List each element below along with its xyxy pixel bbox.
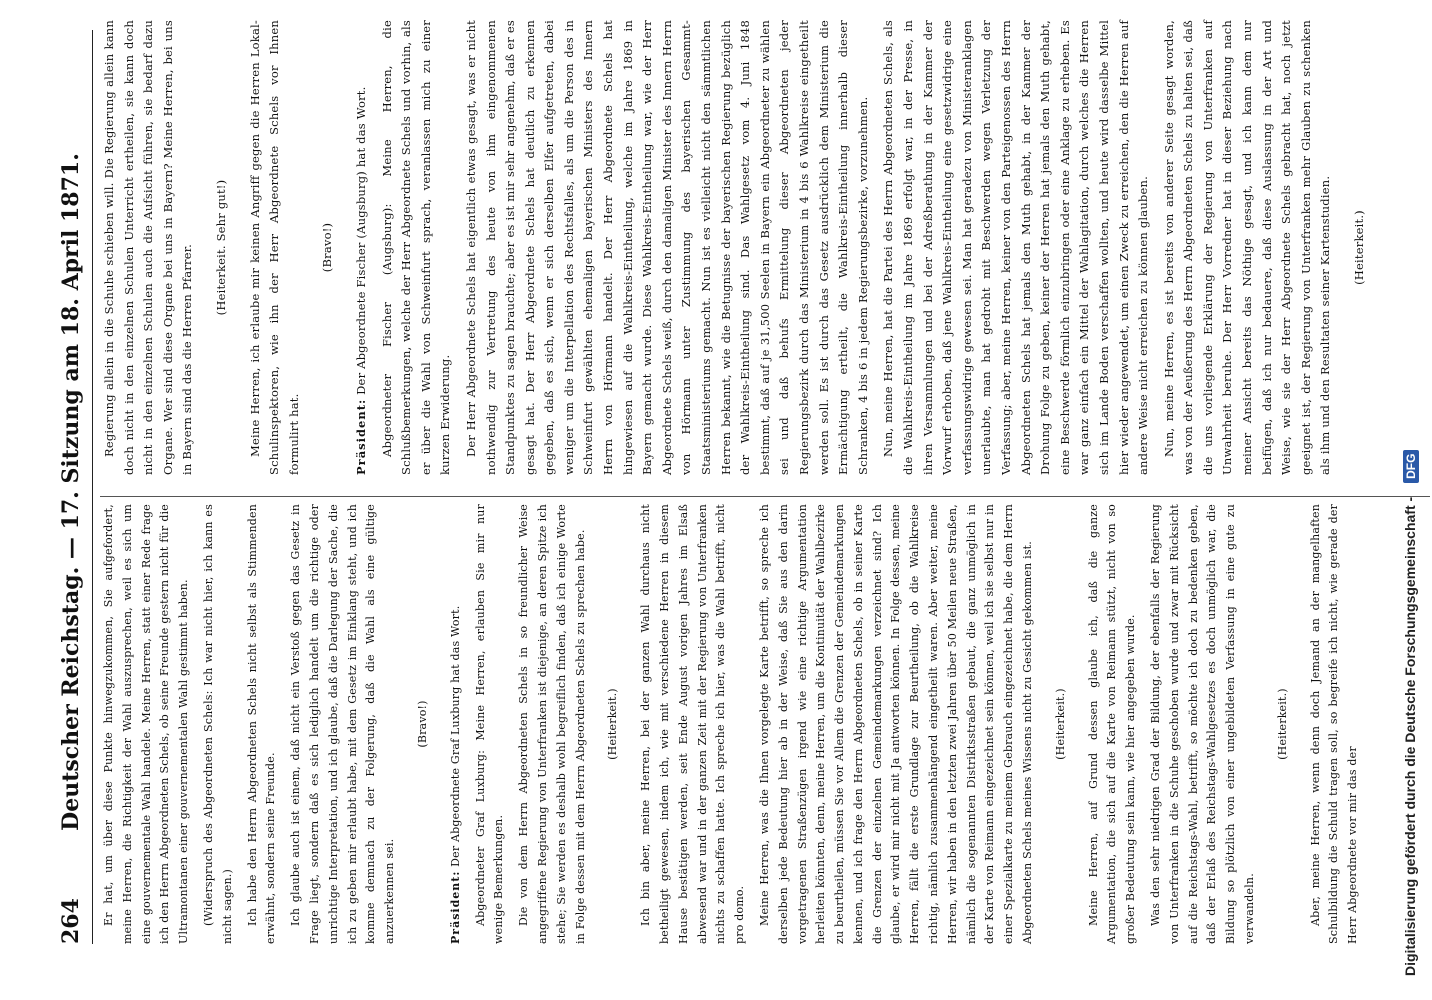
statement-text: Der Abgeordnete Fischer (Augsburg) hat das Wort.: [353, 86, 368, 395]
right-column: [100, 20, 1384, 475]
paragraph: Abgeordneter Fischer (Augsburg): Meine Herren, die Schlußbemerkungen, welche der Herr Abgeordnete Schels und vorhin, als er über die Wahl von Schweinfurt sprach, veranlassen mich zu einer kurzen Erwiderung.: [379, 20, 453, 475]
paragraph: Aber, meine Herren, wenn denn doch Jemand an der mangelhaften Schulbildung die Schuld tragen soll, so begreife ich nicht, wie gerade der Herr Abgeordnete vor mir das der: [1308, 504, 1360, 944]
speaker-label: Präsident:: [353, 398, 368, 475]
page-number: 264: [58, 898, 84, 944]
stage-direction: (Heiterkeit. Sehr gut!): [213, 179, 228, 316]
stage-direction: (Heiterkeit.): [606, 688, 620, 760]
paragraph: Abgeordneter Graf Luxburg: Meine Herren, erlauben Sie mir nur wenige Bemerkungen.: [473, 504, 506, 944]
stage-direction: (Bravo!): [320, 222, 335, 273]
paragraph: Ich glaube auch ist einem, daß nicht ein Verstoß gegen das Gesetz in Frage liegt, sondern daß es sich lediglich handelt um die richtige oder unrichtige Interpretation, und ich glaube, daß die Darlegung der Sache, die ich zu geben mir erlaubt habe, mit dem Gesetz im Einklang steht, und ich komme demnach zu der Folgerung, daß die Wahl als eine gültige anzuerkennen sei.: [289, 504, 397, 944]
president-statement: [447, 504, 466, 944]
footer-text: Digitalisierung gefördert durch die Deutsche Forschungsgemeinschaft -: [1402, 496, 1418, 976]
president-statement: [352, 20, 372, 475]
paragraph: Ich habe den Herrn Abgeordneten Schels nicht selbst als Stimmenden erwähnt, sondern seine Freunde.: [245, 504, 278, 944]
paragraph: Meine Herren, ich erlaube mir keinen Angriff gegen die Herren Lokal-Schulinspektoren, wie ihn der Herr Abgeordnete Schels vor Ihnen formulirt hat.: [247, 20, 301, 475]
paragraph: Regierung allein in die Schuhe schieben will. Die Regierung allein kann doch nicht in den einzelnen Schulen Unterricht ertheilen, sie kann doch nicht in den einzelnen Schulen auch die Aufsicht führen, sie bedarf dazu Organe. Wer sind diese Organe bei uns in Bayern? Meine Herren, bei uns in Bayern sind das die Herren Pfarrer.: [102, 20, 195, 475]
paragraph: Nun, meine Herren, hat die Partei des Herrn Abgeordneten Schels, als die Wahlkreis-Eintheilung im Jahre 1869 erfolgt war, in der Presse, in ihren Versammlungen und bei der Adreßberathung in der Kammer der Vorwurf erhoben, daß jene Wahlkreis-Eintheilung eine gesetzwidrige eine verfassungswidrige gewesen sei. Man hat geradezu von Ministeranklagen unerlaubte, man hat gedroht mit Beschwerden wegen Verletzung der Verfassung; aber, meine Herren, keiner von den Parteigenossen des Herrn Abgeordneten Schels hat jemals den Muth gehabt, in der Kammer der Drohung Folge zu geben, keiner der Herren hat jemals den Muth gehabt, eine Beschwerde förmlich einzubringen oder eine Anklage zu erheben. Es war ganz einfach ein Mittel der Wahlagitation, durch welches die Herren sich im Lande Boden verschaffen wollten, und heute wird dasselbe Mittel hier wieder angewendet, um einen Zweck zu erreichen, den die Herren auf andere Weise nicht erreichen zu können glauben.: [881, 20, 1151, 475]
paragraph: Meine Herren, was die Ihnen vorgelegte Karte betrifft, so spreche ich derselben jede Bedeutung hier ab in der Weise, daß Sie aus den darin vorgetragenen Straßenzügen irgend wie eine richtige Argumentation herleiten könnten, denn, meine Herren, um die Kontinuität der Wahlbezirke zu beurtheilen, müssen Sie vor Allem die Grenzen der Gemeindemarkungen kennen, und ich frage den Herrn Abgeordneten Schels, ob in seiner Karte die Grenzen der einzelnen Gemeindemarkungen verzeichnet sind? Ich glaube, er wird mir nicht mit Ja antworten können. In Folge dessen, meine Herren, fällt die erste Grundlage zur Beurtheilung, ob die Wahlkreise richtig, nämlich zusammenhängend eingetheilt waren. Aber weiter, meine Herren, wir haben in den letzten zwei Jahren über 50 Meilen neue Straßen, nämlich die sogenannten Distriktsstraßen gebaut, die ganz unmöglich in der Karte von Reimann eingezeichnet sein können, weil ich sie selbst nur in einer Spezialkarte zu meinem Gebrauch eingezeichnet habe, die dem Herrn Abgeordneten Schels meines Wissens nicht zu Gesicht gekommen ist.: [757, 504, 1035, 944]
running-header: [58, 40, 92, 944]
statement-text: Der Abgeordnete Graf Luxburg hat das Wort.: [448, 605, 462, 867]
dfg-logo: DFG: [1403, 450, 1419, 483]
digitization-footer: [1402, 450, 1419, 976]
paragraph: Er hat, um über diese Punkte hinwegzukommen, Sie aufgefordert, meine Herren, die Richtigkeit der Wahl auszusprechen, weil es sich um eine gouvernementale Wahl handele. Meine Herren, statt einer Rede frage ich den Herrn Abgeordneten Schels, ob seine Freunde gestern nicht für die Ultramontanen einer gouvernementalen Wahl gestimmt haben.: [102, 504, 191, 944]
stage-direction: (Heiterkeit.): [1275, 688, 1289, 760]
stage-direction: (Heiterkeit.): [1053, 688, 1067, 760]
page-title: Deutscher Reichstag. — 17. Sitzung am 18. April 1871.: [58, 153, 84, 831]
paragraph: Die von dem Herrn Abgeordneten Schels in so freundlicher Weise angegriffene Regierung von Unterfranken ist diejenige, an deren Spitze ich stehe; Sie werden es deshalb wohl begreiflich finden, daß ich einige Worte in Folge dessen mit dem Herrn Abgeordneten Schels zu sprechen habe.: [517, 504, 587, 944]
column-separator: [100, 496, 1430, 497]
header-rule: [92, 30, 93, 944]
left-column: [100, 504, 1369, 944]
stage-direction: (Bravo!): [415, 700, 429, 748]
paragraph: Der Herr Abgeordnete Schels hat eigentlich etwas gesagt, was er nicht nothwendig zur Vertretung des heute von ihm eingenommenen Standpunktes zu sagen brauchte; aber es ist mir sehr angenehm, daß er es gesagt hat. Der Herr Abgeordnete Schels hat deutlich zu erkennen gegeben, daß es sich, wenn er sich derselben Elfer aufgetreten, dabei weniger um die Interpellation des Rechtsfalles, als um die Person des in Schweinfurt gewählten ehemaligen bayerischen Ministers des Innern Herrn von Hörmann handelt. Der Herr Abgeordnete Schels hat hingewiesen auf die Wahlkreis-Eintheilung, welche im Jahre 1869 in Bayern gemacht wurde. Diese Wahlkreis-Eintheilung war, wie der Herr Abgeordnete Schels weiß, durch den damaligen Minister des Innern Herrn von Hörmann unter Zustimmung des bayerischen Gesammt-Staatsministeriums gemacht. Nun ist es vielleicht nicht den sämmtlichen Herren bekannt, wie die Betugnisse der bayerischen Regierung bezüglich der Wahlkreis-Eintheilung sind. Das Wahlgesetz vom 4. Juni 1848 bestimmt, daß auf je 31,500 Seelen in Bayern ein Abgeordneter zu wählen sei und daß behufs Ermittelung dieser Abgeordneten jeder Regierungsbezirk durch das Ministerium in 4 bis 6 Wahlkreise eingetheilt werden soll. Es ist durch das Gesetz ausdrücklich dem Ministerium die Ermächtigung ertheilt, die Wahlkreis-Eintheilung innerhalb dieser Schranken, 4 bis 6 in jedem Regierungsbezirke, vorzunehmen.: [463, 20, 870, 475]
speaker-label: Präsident:: [448, 870, 462, 944]
paragraph: Ich bin aber, meine Herren, bei der ganzen Wahl durchaus nicht betheiligt gewesen, indem ich, wie mit verschiedene Herren in diesem Hause bestätigen werden, seit Ende August vorigen Jahres im Elsaß abwesend war und in der ganzen Zeit mit der Regierung von Unterfranken nichts zu schaffen hatte. Ich spreche ich hier, was die Wahl betrifft, nicht pro domo.: [639, 504, 747, 944]
paragraph: Meine Herren, auf Grund dessen glaube ich, daß die ganze Argumentation, die sich auf die Karte von Reimann stützt, nicht von so großer Bedeutung sein kann, wie hier angegeben wurde.: [1086, 504, 1138, 944]
stage-direction: (Heiterkeit.): [1352, 210, 1367, 285]
paragraph: Nun, meine Herren, es ist bereits von anderer Seite gesagt worden, was von der Aeußerung des Herrn Abgeordneten Schels zu halten sei, daß die uns vorliegende Erklärung der Regierung von Unterfranken auf Unwahrheit beruhe. Der Herr Vorredner hat in dieser Beziehung nach meiner Ansicht bereits das Nöthige gesagt, und ich kann dem nur beifügen, daß ich nur bedauere, daß diese Auslassung in der Art und Weise, wie sie der Herr Abgeordnete Schels gebracht hat, noch jetzt geeignet ist, der Regierung von Unterfranken mehr Glauben zu schenken als ihm und den Resultaten seiner Kartenstudien.: [1161, 20, 1333, 475]
paragraph: (Widerspruch des Abgeordneten Schels: Ich war nicht hier, ich kann es nicht sagen.): [201, 504, 234, 944]
paragraph: Was den sehr niedrigen Grad der Bildung, der ebenfalls der Regierung von Unterfranken in die Schuhe geschoben wurde und zwar mit Rücksicht auf die Reichstags-Wahl, betrifft, so möchte ich doch zu bedenken geben, daß der Erlaß des Reichstags-Wahlgesetzes es doch unmöglich war, die Bildung so plötzlich von einer ungebildeten Verfassung in eine gute zu verwandeln.: [1149, 504, 1257, 944]
